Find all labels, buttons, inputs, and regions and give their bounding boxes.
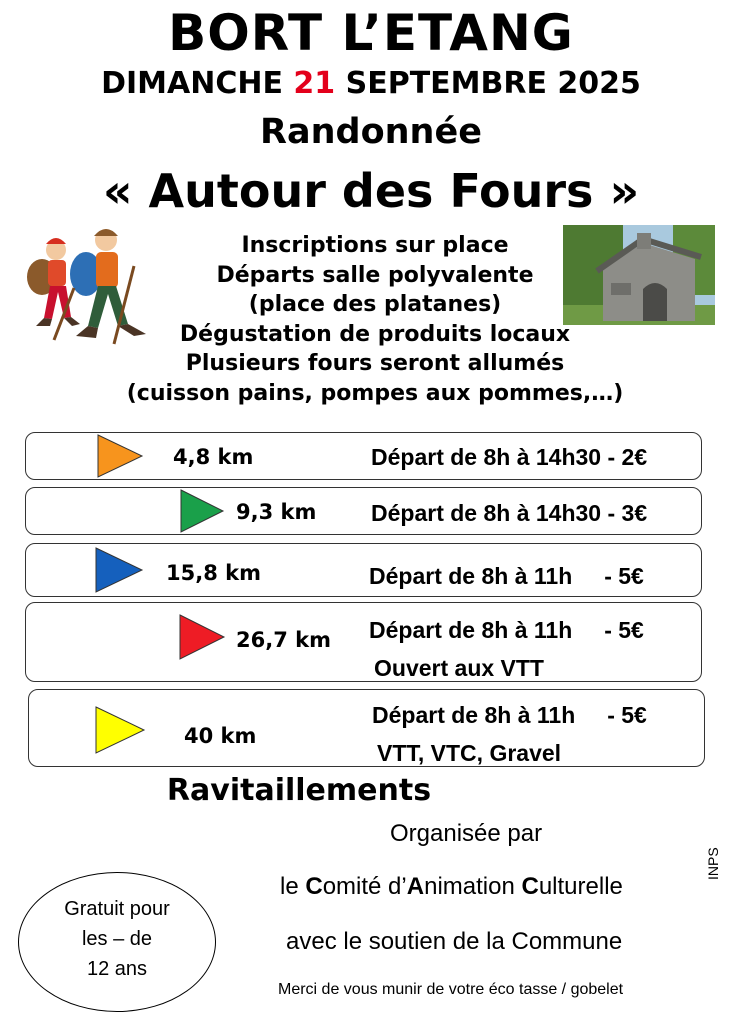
route-card [25,432,702,480]
info-ovens: Plusieurs fours seront allumés [185,351,565,376]
route-card [25,602,702,682]
route-distance: 4,8 km [173,445,254,469]
info-tasting: Dégustation de produits locaux [179,321,571,347]
date-prefix: DIMANCHE [101,66,294,101]
event-info [100,231,650,408]
eco-cup-note: Merci de vous munir de votre éco tasse / gobelet [278,981,624,998]
committee-part: omité d’ [322,873,407,900]
committee-initial: A [406,873,425,900]
info-baking: (cuisson pains, pompes aux pommes,…) [126,380,624,406]
trail-marker-icon [96,433,144,479]
route-distance: 9,3 km [236,500,317,524]
organiser-committee [280,873,623,901]
route-distance: 40 km [184,724,257,748]
trail-marker-icon [94,546,144,594]
hike-name: « Autour des Fours » [102,164,640,218]
date-suffix: SEPTEMBRE 2025 [335,66,641,101]
committee-initial: C [305,873,323,900]
committee-part: ulturelle [538,873,623,900]
trail-marker [181,490,223,532]
hike-type: Randonnée [260,112,482,152]
trail-marker-icon [94,705,146,755]
event-date [0,66,742,101]
committee-part: nimation [424,873,522,900]
free-line: les – de [81,928,153,950]
event-location-title: BORT L’ETANG [168,4,574,62]
route-departure: Départ de 8h à 14h30 - 2€ [371,444,648,470]
committee-part: le [280,873,306,900]
info-place: (place des platanes) [248,292,502,317]
route-note: VTT, VTC, Gravel [377,740,562,766]
trail-marker-icon [178,613,226,661]
info-departures: Départs salle polyvalente [216,262,534,288]
trail-marker [96,548,142,592]
trail-marker-icon [179,488,227,534]
route-departure: Départ de 8h à 11h - 5€ [369,563,644,589]
trail-marker [96,707,144,753]
route-departure: Départ de 8h à 11h - 5€ [372,702,647,728]
free-entry-text [18,894,216,984]
route-card [28,689,705,767]
route-distance: 26,7 km [236,628,331,652]
commune-support: avec le soutien de la Commune [286,928,623,955]
info-registration: Inscriptions sur place [241,233,509,258]
organised-by: Organisée par [390,820,543,847]
printer-credit: INPS [705,847,721,880]
route-note: Ouvert aux VTT [374,655,544,681]
route-card [25,543,702,597]
trail-marker [180,615,224,659]
route-card [25,487,702,535]
refreshments-heading: Ravitaillements [166,773,432,808]
free-line: 12 ans [86,958,148,980]
trail-marker [98,435,142,477]
committee-initial: C [521,873,539,900]
free-line: Gratuit pour [64,898,170,920]
route-departure: Départ de 8h à 14h30 - 3€ [371,500,648,526]
route-distance: 15,8 km [166,561,261,585]
route-departure: Départ de 8h à 11h - 5€ [369,617,644,643]
date-day: 21 [293,66,336,101]
